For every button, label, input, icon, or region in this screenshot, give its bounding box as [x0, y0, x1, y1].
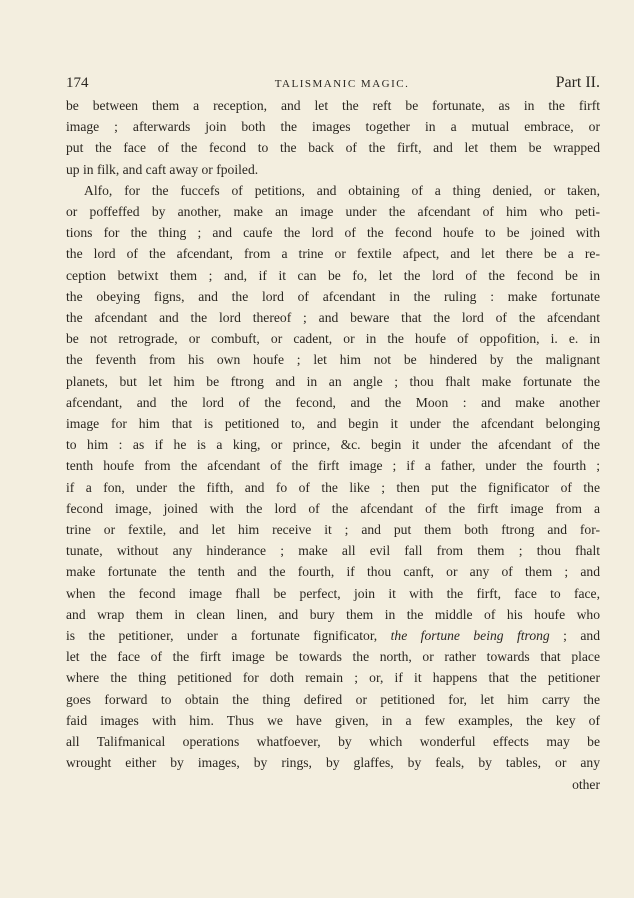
body-text — [66, 95, 600, 795]
text-line: be not retrograde, or combuft, or cadent, or in the houfe of oppofition, i. e. in — [66, 331, 600, 347]
text-line: faid images with him. Thus we have given, in a few examples, the key of — [66, 712, 600, 728]
text-line: Alfo, for the fuccefs of petitions, and obtaining of a thing denied, or taken, — [84, 182, 600, 198]
text-line: and wrap them in clean linen, and bury them in the middle of his houfe who — [66, 606, 600, 622]
text-line: image ; afterwards join both the images together in a mutual embrace, or — [66, 119, 600, 135]
text-line: when the fecond image fhall be perfect, join it with the firft, face to face, — [66, 585, 600, 601]
page-number: 174 — [66, 75, 89, 91]
text-segment: is the petitioner, under a fortunate fignificator, — [66, 628, 378, 644]
text-line: make fortunate the tenth and the fourth, if thou canft, or any of them ; and — [66, 564, 600, 580]
text-line: image for him that is petitioned to, and begin it under the afcendant belonging — [66, 416, 600, 432]
part-label: Part II. — [555, 74, 600, 91]
running-head — [66, 74, 600, 92]
text-line: the afcendant and the lord thereof ; and beware that the lord of the afcendant — [66, 310, 600, 326]
text-line: fecond image, joined with the lord of the afcendant of the firft image from a — [66, 500, 600, 516]
text-line: or poffeffed by another, make an image under the afcendant of him who peti- — [66, 204, 600, 220]
text-line: all Talifmanical operations whatfoever, by which wonderful effects may be — [66, 734, 600, 750]
text-line: wrought either by images, by rings, by glaffes, by feals, by tables, or any — [66, 755, 600, 771]
text-line-italic-phrase — [66, 625, 600, 646]
text-line: put the face of the fecond to the back of the firft, and let them be wrapped — [66, 140, 600, 156]
text-line: to him : as if he is a king, or prince, &c. begin it under the afcendant of the — [66, 437, 600, 453]
text-line: where the thing petitioned for doth remain ; or, if it happens that the petitioner — [66, 670, 600, 686]
text-line: goes forward to obtain the thing defired or petitioned for, let him carry the — [66, 691, 600, 707]
text-line: be between them a reception, and let the reft be fortunate, as in the firft — [66, 98, 600, 113]
text-line: afcendant, and the lord of the fecond, and the Moon : and make another — [66, 394, 600, 410]
running-title: TALISMANIC MAGIC. — [274, 78, 410, 90]
text-line: ception betwixt them ; and, if it can be fo, let the lord of the fecond be in — [66, 267, 600, 283]
text-line: the lord of the afcendant, from a trine or fextile afpect, and let there be a re- — [66, 246, 600, 262]
text-line: let the face of the firft image be towards the north, or rather towards that place — [66, 649, 600, 665]
text-line: if a fon, under the fifth, and fo of the like ; then put the fignificator of the — [66, 479, 600, 495]
text-line: up in filk, and caft away or fpoiled. — [66, 161, 259, 177]
text-line: trine or fextile, and let him receive it ; and put them both ftrong and for- — [66, 522, 600, 538]
text-line: planets, but let him be ftrong and in an angle ; thou fhalt make fortunate the — [66, 373, 600, 389]
text-line: the feventh from his own houfe ; let him not be hindered by the malignant — [66, 352, 600, 368]
text-line: tions for the thing ; and caufe the lord of the fecond houfe to be joined with — [66, 225, 600, 241]
catchword: other — [572, 776, 600, 792]
text-segment: ; and — [563, 628, 600, 644]
text-line: tunate, without any hinderance ; make all evil fall from them ; thou fhalt — [66, 543, 600, 559]
text-line: tenth houfe from the afcendant of the firft image ; if a father, under the fourth ; — [66, 458, 600, 474]
italic-phrase: the fortune being ftrong — [390, 628, 550, 644]
text-line: the obeying figns, and the lord of afcendant in the ruling : make fortunate — [66, 288, 600, 304]
